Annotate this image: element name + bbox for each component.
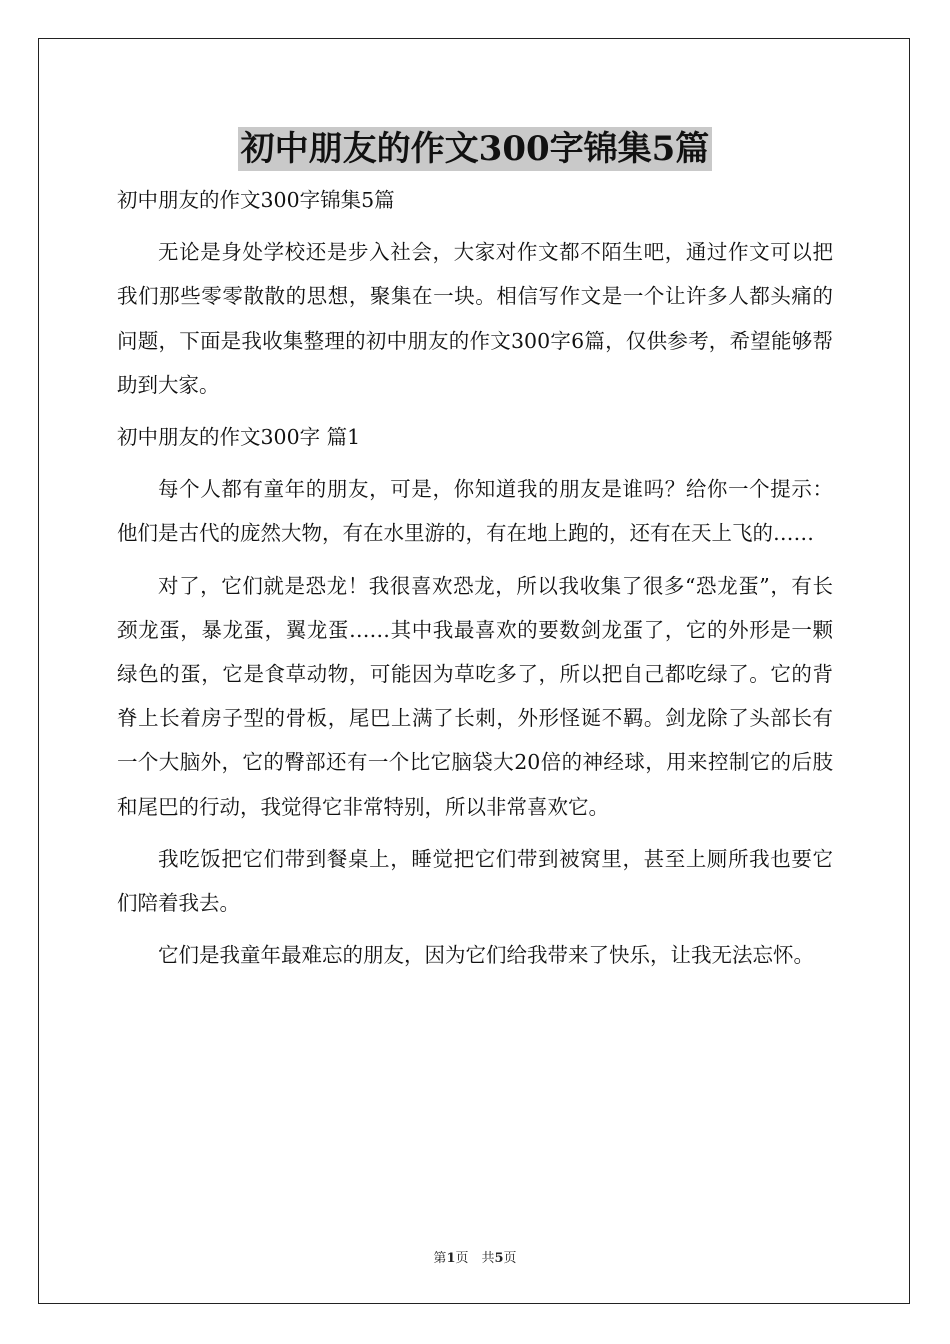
page-prefix: 第 <box>433 1251 447 1266</box>
body-paragraph-4: 它们是我童年最难忘的朋友，因为它们给我带来了快乐，让我无法忘怀。 <box>158 943 814 968</box>
section-heading: 初中朋友的作文300字 篇1 <box>117 425 361 450</box>
page-mid: 页 共 <box>455 1251 495 1266</box>
page-total: 5 <box>494 1251 504 1266</box>
document-body <box>117 178 833 985</box>
intro-paragraph: 无论是身处学校还是步入社会，大家对作文都不陌生吧，通过作文可以把我们那些零零散散的思想，聚集在一块。相信写作文是一个让许多人都头痛的问题，下面是我收集整理的初中朋友的作文300字6篇，仅供参考，希望能够帮助到大家。 <box>117 240 833 397</box>
page-footer <box>0 1247 950 1266</box>
document-title: 初中朋友的作文300字锦集5篇 <box>238 127 713 171</box>
body-paragraph-1: 每个人都有童年的朋友，可是，你知道我的朋友是谁吗？给你一个提示：他们是古代的庞然大物，有在水里游的，有在地上跑的，还有在天上飞的…… <box>117 477 833 546</box>
body-paragraph-2: 对了，它们就是恐龙！我很喜欢恐龙，所以我收集了很多“恐龙蛋”，有长颈龙蛋，暴龙蛋，翼龙蛋……其中我最喜欢的要数剑龙蛋了，它的外形是一颗绿色的蛋，它是食草动物，可能因为草吃多了，所以把自己都吃绿了。它的背脊上长着房子型的骨板，尾巴上满了长刺，外形怪诞不羁。剑龙除了头部长有一个大脑外，它的臀部还有一个比它脑袋大20倍的神经球，用来控制它的后肢和尾巴的行动，我觉得它非常特别，所以非常喜欢它。 <box>117 573 833 819</box>
body-paragraph-3: 我吃饭把它们带到餐桌上，睡觉把它们带到被窝里，甚至上厕所我也要它们陪着我去。 <box>117 846 833 916</box>
page-suffix: 页 <box>503 1251 517 1266</box>
document-subtitle: 初中朋友的作文300字锦集5篇 <box>117 188 395 212</box>
title-container <box>0 127 950 171</box>
page-current: 1 <box>446 1251 456 1266</box>
